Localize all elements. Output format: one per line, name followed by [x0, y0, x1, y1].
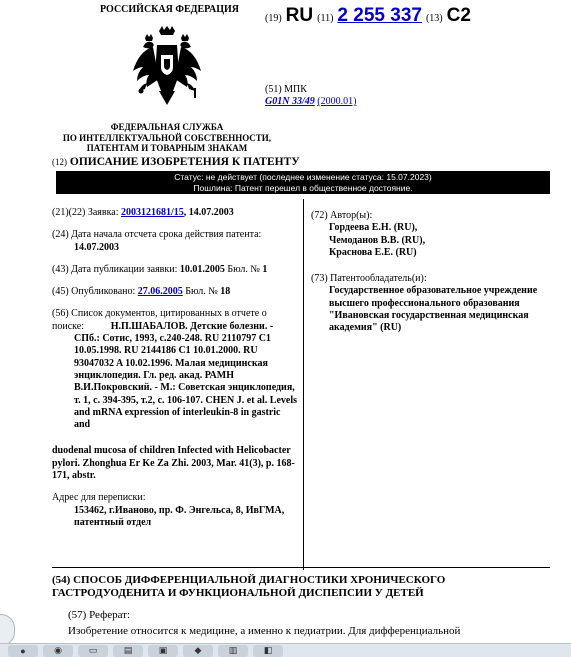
column-divider [303, 199, 304, 570]
publication-bulletin-number: 1 [262, 263, 268, 275]
publication-field [52, 264, 298, 276]
kind-code: C2 [446, 5, 471, 26]
country-code: RU [285, 5, 314, 26]
country-name: РОССИЙСКАЯ ФЕДЕРАЦИЯ [100, 4, 240, 15]
start-icon[interactable]: ● [8, 645, 38, 657]
publication-label: (43) Дата публикации заявки: [52, 263, 178, 275]
owner-value: Государственное образовательное учреждение высшего профессионального образования "Ивановская государственная медицинская академия" (RU) [329, 285, 538, 334]
term-start-label: (24) Дата начала отсчета срока действия патента: [52, 229, 262, 241]
application-number-link[interactable]: 2003121681/15 [121, 207, 184, 218]
term-start-field [52, 229, 298, 254]
published-bulletin-label: Бюл. № [185, 286, 218, 298]
invention-title: (54) СПОСОБ ДИФФЕРЕНЦИАЛЬНОЙ ДИАГНОСТИКИ ХРОНИЧЕСКОГО ГАСТРОДУОДЕНИТА И ФУНКЦИОНАЛЬНОЙ ДИСПЕПСИИ У ДЕТЕЙ [52, 574, 446, 599]
application-date: , 14.07.2003 [183, 207, 234, 218]
author-item: Гордеева Е.Н. (RU), [329, 222, 418, 234]
abstract-heading: (57) Реферат: [68, 609, 131, 621]
document-icon[interactable]: ▤ [113, 645, 143, 657]
references-field [52, 308, 298, 431]
published-field [52, 286, 298, 298]
term-start-value: 14.07.2003 [74, 241, 119, 253]
code-12: (12) [52, 157, 67, 167]
owner-label: (73) Патентообладатель(и): [311, 273, 427, 285]
publication-date: 10.01.2005 [179, 263, 225, 275]
ipc-label: (51) МПК [265, 84, 307, 95]
app-icon-2[interactable]: ◆ [183, 645, 213, 657]
author-item: Краснова Е.Е. (RU) [329, 246, 417, 258]
app-icon[interactable]: ▣ [148, 645, 178, 657]
agency-line-2: ПО ИНТЕЛЛЕКТУАЛЬНОЙ СОБСТВЕННОСТИ, [62, 132, 272, 143]
authors-label: (72) Автор(ы): [311, 210, 373, 221]
right-column [311, 210, 556, 335]
authors-list [311, 222, 556, 259]
app-icon-4[interactable]: ◧ [253, 645, 283, 657]
abstract-text: Изобретение относится к медицине, а именно к педиатрии. Для дифференциальной [68, 625, 461, 637]
published-label: (45) Опубликовано: [52, 286, 136, 298]
status-box [56, 171, 550, 194]
patent-number-line [265, 5, 471, 27]
references-part-2: duodenal mucosa of children Infected with Helicobacter pylori. Zhonghua Er Ke Za Zhi. 2003, Mar. 41(3), p. 168-171, abstr. [52, 445, 295, 482]
taskbar [0, 643, 571, 657]
author-item: Чемоданов В.В. (RU), [329, 234, 426, 246]
publication-bulletin-label: Бюл. № [227, 263, 260, 275]
folder-icon[interactable]: ▭ [78, 645, 108, 657]
patent-number-link[interactable]: 2 255 337 [337, 5, 422, 26]
address-label: Адрес для переписки: [52, 492, 146, 504]
fee-line: Пошлина: Патент перешел в общественное достояние. [193, 182, 413, 193]
application-label: (21)(22) Заявка: [52, 207, 119, 218]
references-part-1: Н.П.ШАБАЛОВ. Детские болезни. - СПб.: Сотис, 1993, с.240-248. RU 2110797 C1 10.05.1998. RU 2144186 C1 10.01.2000. RU 93047032 A 10.02.1996. Малая медицинская энциклопедия. Гл. ред. акад. РАМН В.И.Покровский. - М.: Советская энциклопедия, т. 1, с. 394-395, т.2, с. 106-107. CHEN J. et al. Levels and mRNA expression of interleukin-8 in gastric and [74, 320, 298, 431]
section-divider [52, 567, 550, 568]
status-line: Статус: не действует (последнее изменение статуса: 15.07.2023) [174, 172, 432, 182]
scroll-tab[interactable] [0, 614, 15, 646]
document-title-text: ОПИСАНИЕ ИЗОБРЕТЕНИЯ К ПАТЕНТУ [69, 156, 300, 168]
left-column [52, 207, 298, 539]
agency-line-3: ПАТЕНТАМ И ТОВАРНЫМ ЗНАКАМ [86, 143, 248, 153]
browser-icon[interactable]: ◉ [43, 645, 73, 657]
ipc-classification [265, 84, 356, 108]
code-13: (13) [425, 13, 443, 24]
application-field [52, 207, 298, 219]
agency-line-1: ФЕДЕРАЛЬНАЯ СЛУЖБА [110, 122, 224, 132]
references-label: (56) Список документов, цитированных в отчете о поиске: [52, 308, 267, 332]
published-bulletin-number: 18 [220, 286, 231, 298]
published-date-link[interactable]: 27.06.2005 [137, 286, 183, 298]
patent-agency [52, 122, 282, 154]
code-19: (19) [265, 13, 282, 24]
app-icon-3[interactable]: ▥ [218, 645, 248, 657]
ipc-edition-link[interactable]: (2000.01) [317, 96, 357, 107]
ipc-class-link[interactable]: G01N 33/49 [265, 96, 315, 107]
document-title [52, 156, 300, 168]
address-value: 153462, г.Иваново, пр. Ф. Энгельса, 8, ИвГМА, патентный отдел [74, 504, 285, 528]
address-field [52, 492, 298, 529]
code-11: (11) [317, 13, 334, 24]
coat-of-arms-emblem [129, 25, 205, 107]
